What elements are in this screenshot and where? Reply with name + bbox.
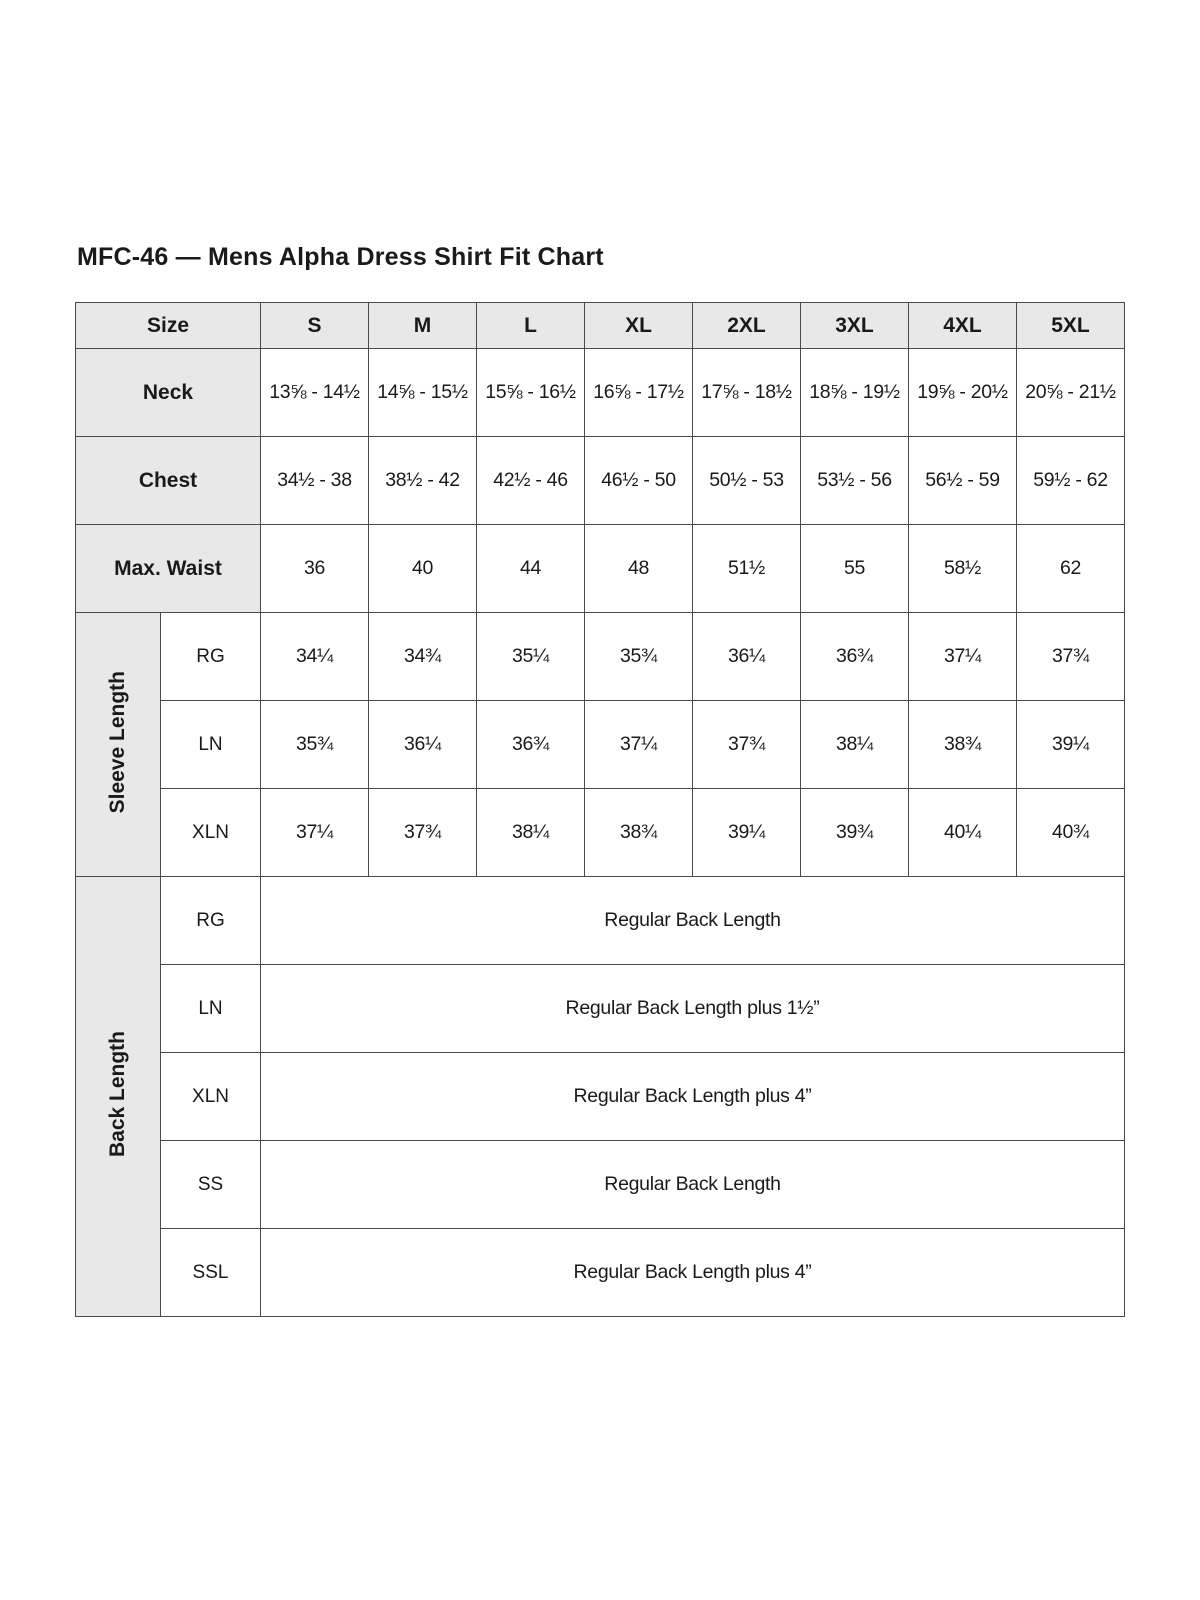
back-ss-text: Regular Back Length	[261, 1141, 1125, 1229]
back-ssl-text: Regular Back Length plus 4”	[261, 1229, 1125, 1317]
neck-value: 15⅝ - 16½	[477, 349, 585, 437]
sleeve-xln-row	[76, 789, 1125, 877]
page-title: MFC-46 — Mens Alpha Dress Shirt Fit Chart	[77, 243, 604, 271]
chest-value: 34½ - 38	[261, 437, 369, 525]
neck-row	[76, 349, 1125, 437]
header-row	[76, 303, 1125, 349]
neck-value: 20⅝ - 21½	[1017, 349, 1125, 437]
sleeve-rg-label: RG	[161, 613, 261, 701]
sleeve-ln-value: 39¼	[1017, 701, 1125, 789]
sleeve-xln-value: 39¾	[801, 789, 909, 877]
chest-value: 38½ - 42	[369, 437, 477, 525]
back-ss-row	[76, 1141, 1125, 1229]
max-waist-value: 44	[477, 525, 585, 613]
back-ln-text: Regular Back Length plus 1½”	[261, 965, 1125, 1053]
chest-value: 50½ - 53	[693, 437, 801, 525]
sleeve-ln-value: 36¾	[477, 701, 585, 789]
sleeve-ln-value: 38¼	[801, 701, 909, 789]
sleeve-rg-value: 36¾	[801, 613, 909, 701]
max-waist-value: 55	[801, 525, 909, 613]
neck-value: 18⅝ - 19½	[801, 349, 909, 437]
sleeve-xln-value: 37¼	[261, 789, 369, 877]
chest-label: Chest	[76, 437, 261, 525]
sleeve-ln-value: 36¼	[369, 701, 477, 789]
back-ln-row	[76, 965, 1125, 1053]
column-header-3xl: 3XL	[801, 303, 909, 349]
column-header-4xl: 4XL	[909, 303, 1017, 349]
sleeve-ln-value: 38¾	[909, 701, 1017, 789]
column-header-l: L	[477, 303, 585, 349]
back-ssl-label: SSL	[161, 1229, 261, 1317]
max-waist-value: 51½	[693, 525, 801, 613]
column-header-5xl: 5XL	[1017, 303, 1125, 349]
sleeve-rg-value: 35¾	[585, 613, 693, 701]
back-ss-label: SS	[161, 1141, 261, 1229]
sleeve-length-group-label	[76, 613, 161, 877]
max-waist-value: 58½	[909, 525, 1017, 613]
back-rg-row	[76, 877, 1125, 965]
column-header-s: S	[261, 303, 369, 349]
sleeve-ln-value: 37¼	[585, 701, 693, 789]
max-waist-value: 36	[261, 525, 369, 613]
back-rg-text: Regular Back Length	[261, 877, 1125, 965]
column-header-2xl: 2XL	[693, 303, 801, 349]
chest-value: 59½ - 62	[1017, 437, 1125, 525]
sleeve-ln-value: 37¾	[693, 701, 801, 789]
neck-value: 14⅝ - 15½	[369, 349, 477, 437]
sleeve-ln-label: LN	[161, 701, 261, 789]
back-xln-row	[76, 1053, 1125, 1141]
back-ssl-row	[76, 1229, 1125, 1317]
sleeve-rg-row	[76, 613, 1125, 701]
max-waist-value: 62	[1017, 525, 1125, 613]
neck-label: Neck	[76, 349, 261, 437]
chest-value: 46½ - 50	[585, 437, 693, 525]
chest-value: 53½ - 56	[801, 437, 909, 525]
back-rg-label: RG	[161, 877, 261, 965]
max-waist-value: 40	[369, 525, 477, 613]
back-length-vertical-label: Back Length	[106, 1030, 129, 1158]
sleeve-rg-value: 34¾	[369, 613, 477, 701]
chest-row	[76, 437, 1125, 525]
back-length-group-label	[76, 877, 161, 1317]
sleeve-xln-value: 38¼	[477, 789, 585, 877]
size-header: Size	[76, 303, 261, 349]
max-waist-value: 48	[585, 525, 693, 613]
sleeve-rg-value: 37¾	[1017, 613, 1125, 701]
back-ln-label: LN	[161, 965, 261, 1053]
sleeve-ln-value: 35¾	[261, 701, 369, 789]
sleeve-xln-value: 38¾	[585, 789, 693, 877]
neck-value: 13⅝ - 14½	[261, 349, 369, 437]
neck-value: 16⅝ - 17½	[585, 349, 693, 437]
column-header-xl: XL	[585, 303, 693, 349]
sleeve-rg-value: 35¼	[477, 613, 585, 701]
sleeve-xln-value: 40¾	[1017, 789, 1125, 877]
sleeve-xln-label: XLN	[161, 789, 261, 877]
sleeve-ln-row	[76, 701, 1125, 789]
back-xln-label: XLN	[161, 1053, 261, 1141]
sleeve-rg-value: 37¼	[909, 613, 1017, 701]
max-waist-row	[76, 525, 1125, 613]
sleeve-rg-value: 36¼	[693, 613, 801, 701]
chest-value: 56½ - 59	[909, 437, 1017, 525]
neck-value: 17⅝ - 18½	[693, 349, 801, 437]
column-header-m: M	[369, 303, 477, 349]
fit-chart-table	[75, 302, 1125, 1317]
sleeve-xln-value: 37¾	[369, 789, 477, 877]
sleeve-length-vertical-label: Sleeve Length	[106, 670, 129, 814]
sleeve-rg-value: 34¼	[261, 613, 369, 701]
sleeve-xln-value: 39¼	[693, 789, 801, 877]
sleeve-xln-value: 40¼	[909, 789, 1017, 877]
chest-value: 42½ - 46	[477, 437, 585, 525]
back-xln-text: Regular Back Length plus 4”	[261, 1053, 1125, 1141]
neck-value: 19⅝ - 20½	[909, 349, 1017, 437]
max-waist-label: Max. Waist	[76, 525, 261, 613]
